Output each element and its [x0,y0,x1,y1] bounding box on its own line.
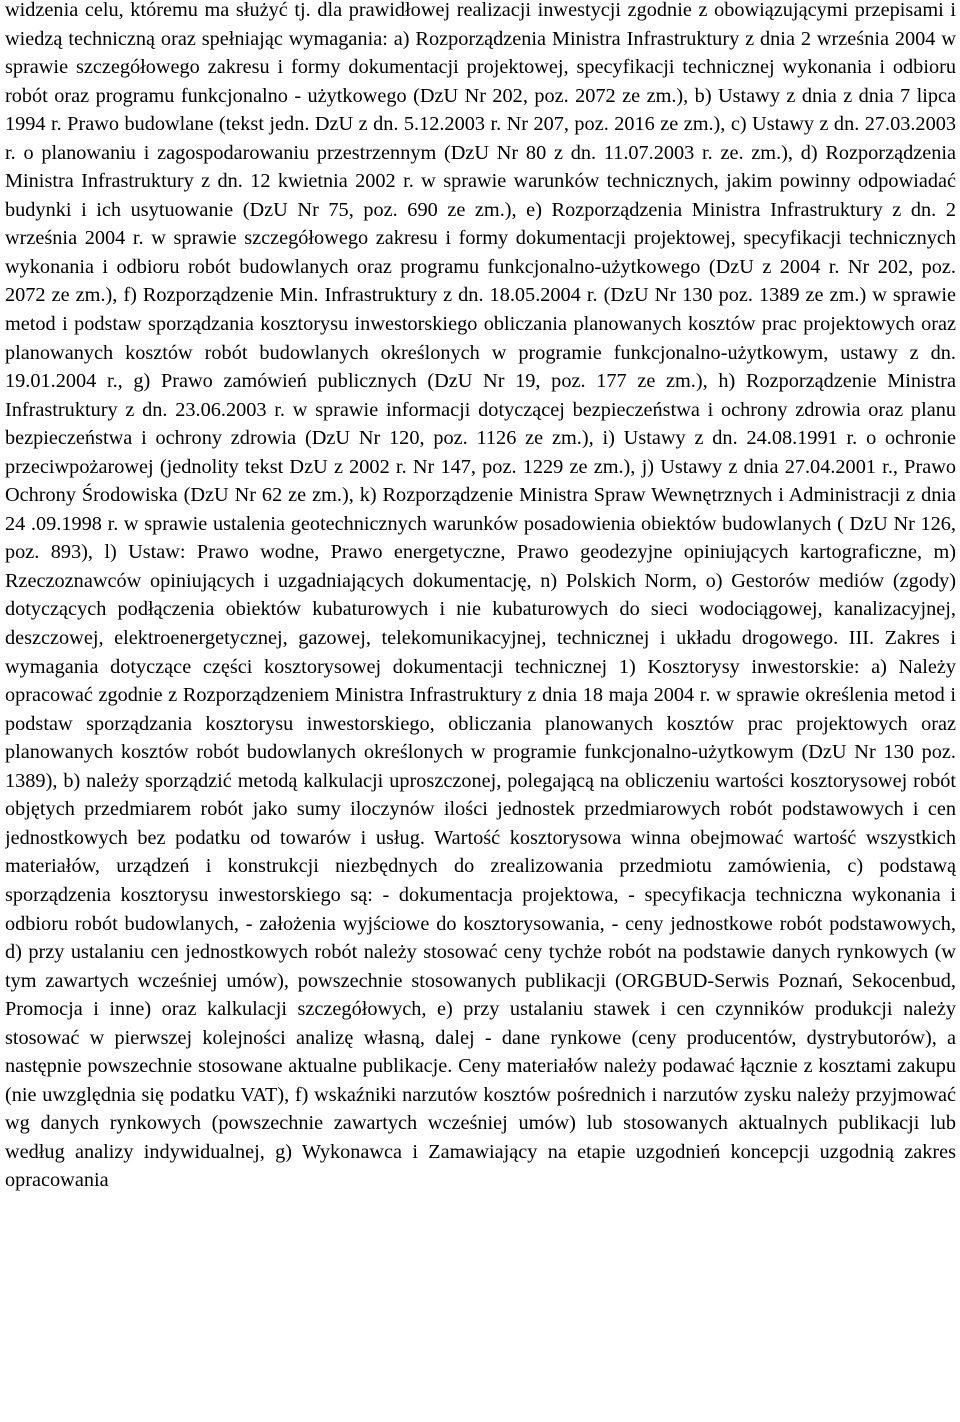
document-page [5,0,956,1422]
body-paragraph: widzenia celu, któremu ma służyć tj. dla prawidłowej realizacji inwestycji zgodnie z obowiązującymi przepisami i wiedzą techniczną oraz spełniając wymagania: a) Rozporządzenia Ministra Infrastruktury z dnia 2 września 2004 w sprawie szczegółowego zakresu i formy dokumentacji projektowej, specyfikacji technicznej wykonania i odbioru robót oraz programu funkcjonalno - użytkowego (DzU Nr 202, poz. 2072 ze zm.), b) Ustawy z dnia z dnia 7 lipca 1994 r. Prawo budowlane (tekst jedn. DzU z dn. 5.12.2003 r. Nr 207, poz. 2016 ze zm.), c) Ustawy z dn. 27.03.2003 r. o planowaniu i zagospodarowaniu przestrzennym (DzU Nr 80 z dn. 11.07.2003 r. ze. zm.), d) Rozporządzenia Ministra Infrastruktury z dn. 12 kwietnia 2002 r. w sprawie warunków technicznych, jakim powinny odpowiadać budynki i ich usytuowanie (DzU Nr 75, poz. 690 ze zm.), e) Rozporządzenia Ministra Infrastruktury z dn. 2 września 2004 r. w sprawie szczegółowego zakresu i formy dokumentacji projektowej, specyfikacji technicznych wykonania i odbioru robót budowlanych oraz programu funkcjonalno-użytkowego (DzU z 2004 r. Nr 202, poz. 2072 ze zm.), f) Rozporządzenie Min. Infrastruktury z dn. 18.05.2004 r. (DzU Nr 130 poz. 1389 ze zm.) w sprawie metod i podstaw sporządzania kosztorysu inwestorskiego obliczania planowanych kosztów prac projektowych oraz planowanych kosztów robót budowlanych określonych w programie funkcjonalno-użytkowym, ustawy z dn. 19.01.2004 r., g) Prawo zamówień publicznych (DzU Nr 19, poz. 177 ze zm.), h) Rozporządzenie Ministra Infrastruktury z dn. 23.06.2003 r. w sprawie informacji dotyczącej bezpieczeństwa i ochrony zdrowia oraz planu bezpieczeństwa i ochrony zdrowia (DzU Nr 120, poz. 1126 ze zm.), i) Ustawy z dn. 24.08.1991 r. o ochronie przeciwpożarowej (jednolity tekst DzU z 2002 r. Nr 147, poz. 1229 ze zm.), j) Ustawy z dnia 27.04.2001 r., Prawo Ochrony Środowiska (DzU Nr 62 ze zm.), k) Rozporządzenie Ministra Spraw Wewnętrznych i Administracji z dnia 24 .09.1998 r. w sprawie ustalenia geotechnicznych warunków posadowienia obiektów budowlanych ( DzU Nr 126, poz. 893), l) Ustaw: Prawo wodne, Prawo energetyczne, Prawo geodezyjne opiniujących kartograficzne, m) Rzeczoznawców opiniujących i uzgadniających dokumentację, n) Polskich Norm, o) Gestorów mediów (zgody) dotyczących podłączenia obiektów kubaturowych i nie kubaturowych do sieci wodociągowej, kanalizacyjnej, deszczowej, elektroenergetycznej, gazowej, telekomunikacyjnej, technicznej i układu drogowego. III. Zakres i wymagania dotyczące części kosztorysowej dokumentacji technicznej 1) Kosztorysy inwestorskie: a) Należy opracować zgodnie z Rozporządzeniem Ministra Infrastruktury z dnia 18 maja 2004 r. w sprawie określenia metod i podstaw sporządzania kosztorysu inwestorskiego, obliczania planowanych kosztów prac projektowych oraz planowanych kosztów robót budowlanych określonych w programie funkcjonalno-użytkowym (DzU Nr 130 poz. 1389), b) należy sporządzić metodą kalkulacji uproszczonej, polegającą na obliczeniu wartości kosztorysowej robót objętych przedmiarem robót jako sumy iloczynów ilości jednostek przedmiarowych robót podstawowych i cen jednostkowych bez podatku od towarów i usług. Wartość kosztorysowa winna obejmować wartość wszystkich materiałów, urządzeń i konstrukcji niezbędnych do zrealizowania przedmiotu zamówienia, c) podstawą sporządzenia kosztorysu inwestorskiego są: - dokumentacja projektowa, - specyfikacja techniczna wykonania i odbioru robót budowlanych, - założenia wyjściowe do kosztorysowania, - ceny jednostkowe robót podstawowych, d) przy ustalaniu cen jednostkowych robót należy stosować ceny tychże robót na podstawie danych rynkowych (w tym zawartych wcześniej umów), powszechnie stosowanych publikacji (ORGBUD-Serwis Poznań, Sekocenbud, Promocja i inne) oraz kalkulacji szczegółowych, e) przy ustalaniu stawek i cen czynników produkcji należy stosować w pierwszej kolejności analizę własną, dalej - dane rynkowe (ceny producentów, dystrybutorów), a następnie powszechnie stosowane aktualne publikacje. Ceny materiałów należy podawać łącznie z kosztami zakupu (nie uwzględnia się podatku VAT), f) wskaźniki narzutów kosztów pośrednich i narzutów zysku należy przyjmować wg danych rynkowych (powszechnie zawartych wcześniej umów) lub stosowanych aktualnych publikacji lub według analizy indywidualnej, g) Wykonawca i Zamawiający na etapie uzgodnień koncepcji uzgodnią zakres opracowania [5,0,956,1192]
